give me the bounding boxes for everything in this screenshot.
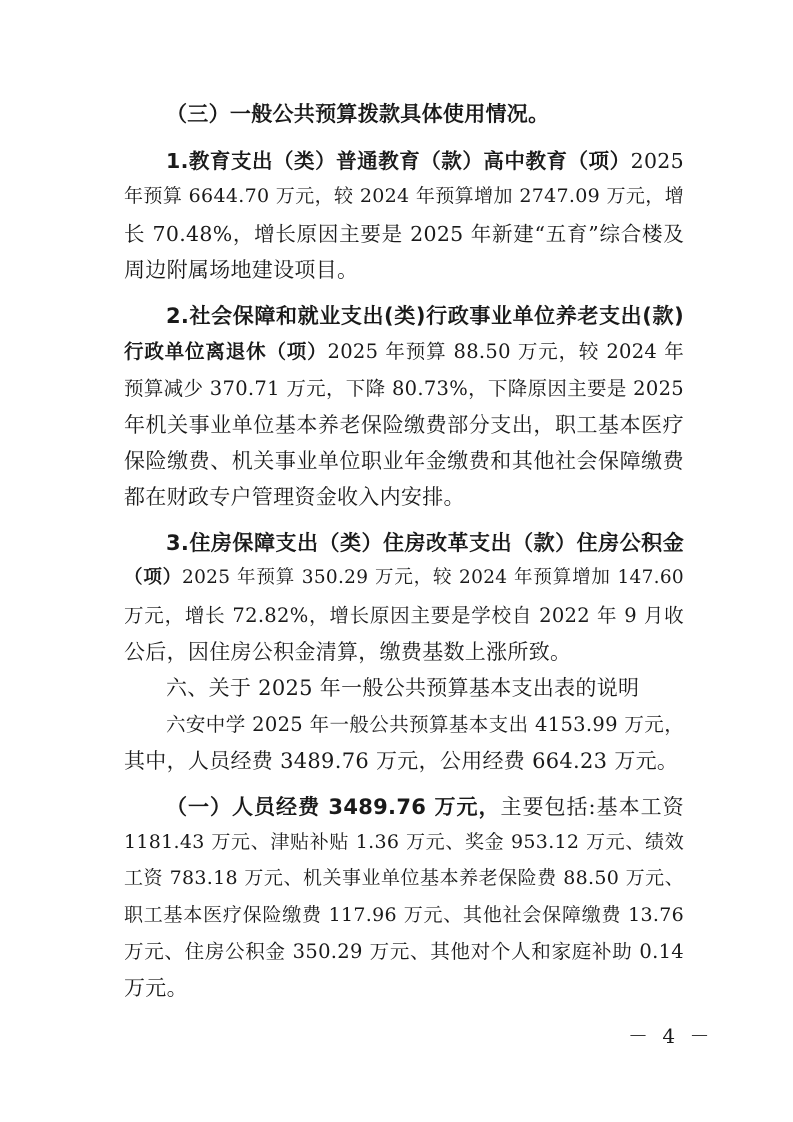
paragraph-text: 2025 年预算 88.50 万元，较 2024 年 (327, 340, 684, 363)
item-title: 行政单位离退休（项） (124, 340, 328, 363)
item-title: （一）人员经费 3489.76 万元， (166, 795, 501, 819)
section-heading: 六、关于 2025 年一般公共预算基本支出表的说明 (166, 676, 640, 700)
paragraph-line: 长 70.48%，增长原因主要是 2025 年新建“五育”综合楼及 (124, 222, 684, 246)
paragraph-line: 预算减少 370.71 万元，下降 80.73%，下降原因主要是 2025 (124, 377, 684, 400)
item-title: 3.住房保障支出（类）住房改革支出（款）住房公积金 (166, 531, 684, 555)
paragraph-line: 周边附属场地建设项目。 (124, 258, 359, 282)
item-title: 2.社会保障和就业支出(类)行政事业单位养老支出(款) (166, 304, 684, 328)
paragraph-text: 2025 年预算 350.29 万元，较 2024 年预算增加 147.60 (182, 567, 684, 588)
paragraph-line (124, 569, 684, 588)
paragraph-line: 公后，因住房公积金清算，缴费基数上涨所致。 (124, 640, 572, 664)
item-title: （项） (124, 567, 183, 588)
paragraph-line: 万元。 (124, 976, 188, 1000)
paragraph-line: 万元、住房公积金 350.29 万元、其他对个人和家庭补助 0.14 (124, 940, 684, 963)
paragraph-line: 六安中学 2025 年一般公共预算基本支出 4153.99 万元， (166, 713, 684, 736)
page-number: － 4 － (628, 1024, 714, 1048)
paragraph-line: 保险缴费、机关事业单位职业年金缴费和其他社会保障缴费 (124, 449, 684, 473)
paragraph-line: 职工基本医疗保险缴费 117.96 万元、其他社会保障缴费 13.76 (124, 904, 684, 926)
paragraph-line (166, 151, 684, 172)
paragraph-line (166, 797, 684, 818)
paragraph-line: 工资 783.18 万元、机关事业单位基本养老保险费 88.50 万元、 (124, 867, 684, 889)
item-title: 1.教育支出（类）普通教育（款）高中教育（项） (166, 149, 631, 173)
paragraph-line: 万元，增长 72.82%，增长原因主要是学校自 2022 年 9 月收 (124, 604, 684, 627)
paragraph-line: 年机关事业单位基本养老保险缴费部分支出，职工基本医疗 (124, 413, 684, 437)
section-heading: （三）一般公共预算拨款具体使用情况。 (166, 102, 550, 126)
paragraph-line: 其中，人员经费 3489.76 万元，公用经费 664.23 万元。 (124, 749, 679, 773)
paragraph-line: 年预算 6644.70 万元，较 2024 年预算增加 2747.09 万元，增 (124, 185, 684, 207)
paragraph-line (124, 342, 684, 362)
paragraph-line: 都在财政专户管理资金收入内安排。 (124, 485, 465, 509)
paragraph-line: 1181.43 万元、津贴补贴 1.36 万元、奖金 953.12 万元、绩效 (124, 831, 684, 853)
paragraph-text: 2025 (630, 149, 684, 173)
paragraph-text: 主要包括:基本工资 (500, 795, 684, 819)
